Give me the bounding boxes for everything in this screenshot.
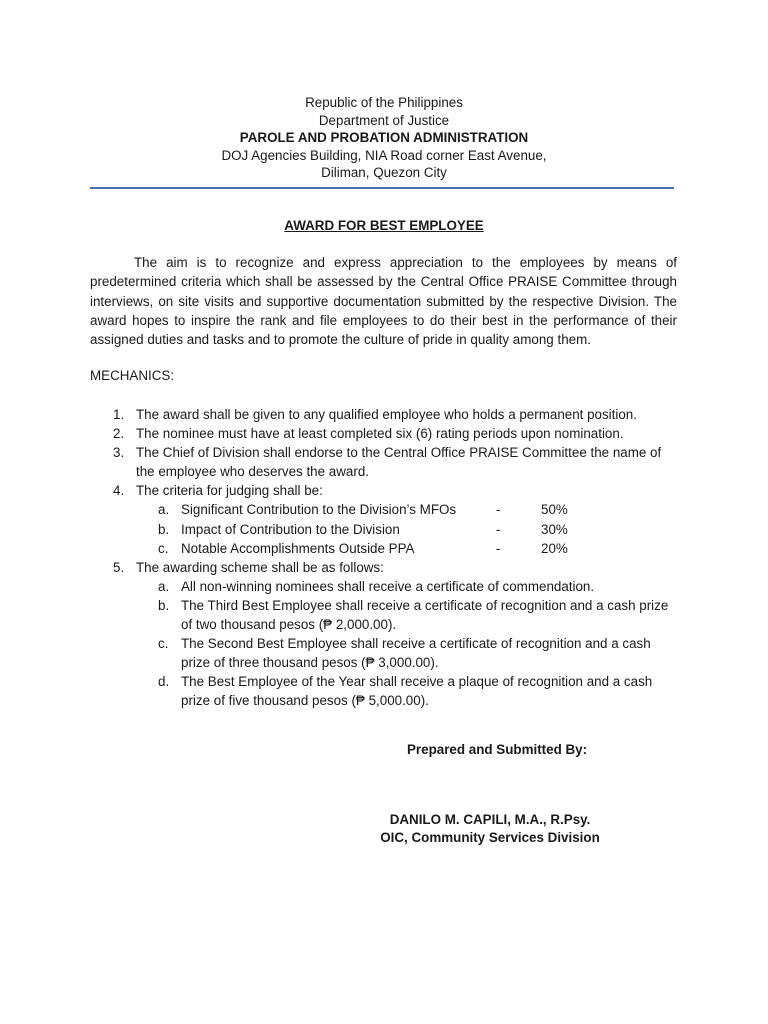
document-title: AWARD FOR BEST EMPLOYEE <box>284 218 484 233</box>
letterhead-department: Department of Justice <box>318 112 450 128</box>
criteria-dash: - <box>496 540 501 556</box>
list-number: 3. <box>113 445 125 461</box>
signatory-position: OIC, Community Services Division <box>380 829 600 845</box>
list-text: The Chief of Division shall endorse to the Central Office PRAISE Committee the name of <box>136 445 662 461</box>
criteria-percent: 50% <box>541 502 568 518</box>
criteria-letter: b. <box>158 521 170 537</box>
signature-block <box>0 811 768 846</box>
award-text: prize of five thousand pesos (₱ 5,000.00). <box>181 693 429 709</box>
criteria-percent: 30% <box>541 521 568 537</box>
mechanics-list <box>0 405 768 711</box>
list-item <box>0 424 768 443</box>
award-row-continuation <box>0 653 768 672</box>
award-letter: b. <box>158 597 170 613</box>
intro-paragraph: The aim is to recognize and express appreciation to the employees by means of predetermined criteria which shall be assessed by the Central Office PRAISE Committee through interviews, on site visits and supportive documentation submitted by the respective Division. The award hopes to inspire the rank and file employees to do their best in the performance of their assigned duties and tasks and to promote the culture of pride in quality among them. <box>90 255 677 348</box>
list-number: 2. <box>113 426 125 442</box>
award-row <box>0 596 768 615</box>
letterhead <box>0 94 768 182</box>
list-item <box>0 405 768 424</box>
criteria-dash: - <box>496 502 501 518</box>
criteria-text: Impact of Contribution to the Division <box>181 521 400 537</box>
criteria-letter: a. <box>158 502 170 518</box>
criteria-row <box>0 539 768 558</box>
letterhead-agency: PAROLE AND PROBATION ADMINISTRATION <box>239 130 529 145</box>
list-text: The criteria for judging shall be: <box>136 483 323 499</box>
award-text: The Best Employee of the Year shall receive a plaque of recognition and a cash <box>181 674 653 690</box>
award-text: of two thousand pesos (₱ 2,000.00). <box>181 617 397 633</box>
list-number: 1. <box>113 407 125 422</box>
criteria-row <box>0 500 768 519</box>
award-text: prize of three thousand pesos (₱ 3,000.00). <box>181 655 439 671</box>
award-text: The Third Best Employee shall receive a certificate of recognition and a cash prize <box>181 597 669 613</box>
award-text: The Second Best Employee shall receive a certificate of recognition and a cash <box>181 636 651 652</box>
list-item <box>0 481 768 500</box>
list-number: 5. <box>113 559 125 575</box>
award-text: All non-winning nominees shall receive a certificate of commendation. <box>181 578 595 594</box>
award-row-continuation <box>0 615 768 634</box>
criteria-text: Notable Accomplishments Outside PPA <box>181 540 415 556</box>
list-item <box>0 443 768 462</box>
list-text: The awarding scheme shall be as follows: <box>136 559 384 575</box>
award-row <box>0 634 768 653</box>
award-row <box>0 577 768 596</box>
signatory-name: DANILO M. CAPILI, M.A., R.Psy. <box>389 812 591 827</box>
list-number: 4. <box>113 483 125 499</box>
criteria-letter: c. <box>158 540 169 556</box>
mechanics-heading: MECHANICS: <box>90 368 175 383</box>
award-letter: a. <box>158 578 170 594</box>
award-row <box>0 672 768 691</box>
list-text: The award shall be given to any qualified employee who holds a permanent position. <box>136 407 637 422</box>
criteria-dash: - <box>496 521 501 537</box>
letterhead-republic: Republic of the Philippines <box>305 95 463 110</box>
list-text: the employee who deserves the award. <box>136 464 369 480</box>
award-row-continuation <box>0 691 768 710</box>
letterhead-address-line2: Diliman, Quezon City <box>321 165 447 180</box>
list-item-continuation <box>0 462 768 481</box>
list-text: The nominee must have at least completed six (6) rating periods upon nomination. <box>136 426 624 442</box>
award-letter: d. <box>158 674 170 690</box>
prepared-by-label: Prepared and Submitted By: <box>407 742 588 757</box>
award-letter: c. <box>158 636 169 652</box>
letterhead-address-line1: DOJ Agencies Building, NIA Road corner East Avenue, <box>221 147 547 163</box>
criteria-text: Significant Contribution to the Division’s MFOs <box>181 502 457 518</box>
criteria-percent: 20% <box>541 540 568 556</box>
header-divider <box>90 187 674 189</box>
list-item <box>0 558 768 577</box>
criteria-row <box>0 520 768 539</box>
